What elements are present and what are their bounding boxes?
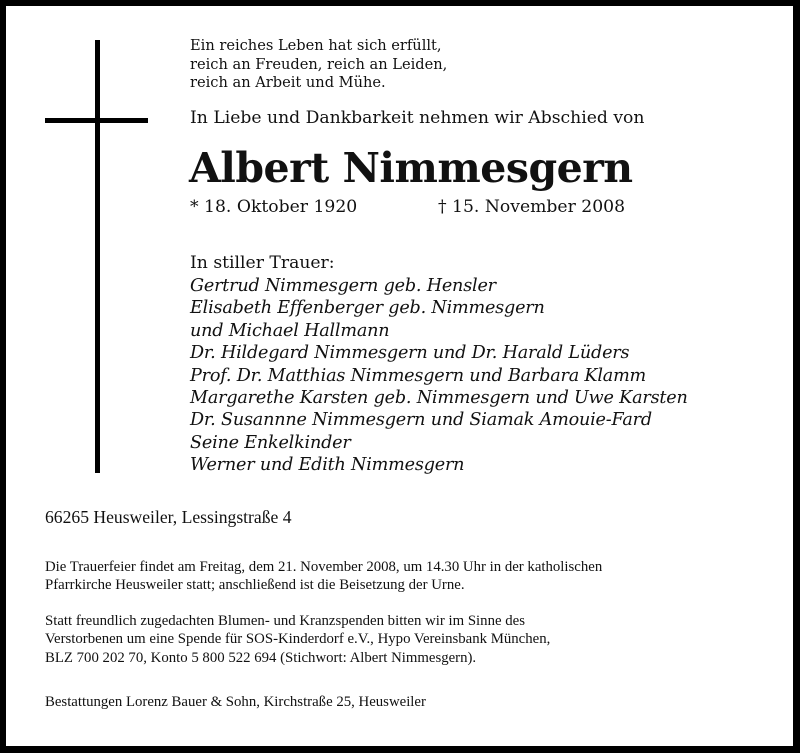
motto-line: reich an Freuden, reich an Leiden, (190, 55, 448, 73)
motto-line: reich an Arbeit und Mühe. (190, 74, 386, 91)
mourners-list (190, 275, 688, 477)
mourner-item: Seine Enkelkinder (190, 432, 351, 453)
family-address: 66265 Heusweiler, Lessingstraße 4 (45, 507, 292, 527)
donation-request (45, 612, 550, 667)
mourner-item: Gertrud Nimmesgern geb. Hensler (190, 276, 496, 296)
funeral-info-line: Die Trauerfeier findet am Freitag, dem 21. November 2008, um 14.30 Uhr in der katholischen (45, 559, 603, 575)
mourner-item: Dr. Susannne Nimmesgern und Siamak Amouie-Fard (190, 410, 652, 431)
mourner-item: Werner und Edith Nimmesgern (190, 455, 465, 476)
birth-date: * 18. Oktober 1920 (190, 197, 358, 217)
donation-line: Verstorbenen um eine Spende für SOS-Kinderdorf e.V., Hypo Vereinsbank München, (45, 631, 551, 648)
funeral-info-line: Pfarrkirche Heusweiler statt; anschließend ist die Beisetzung der Urne. (45, 577, 465, 594)
deceased-name: Albert Nimmesgern (189, 144, 633, 192)
mourner-item: Elisabeth Effenberger geb. Nimmesgern (190, 298, 545, 319)
motto-line: Ein reiches Leben hat sich erfüllt, (190, 37, 442, 54)
mourner-item: Dr. Hildegard Nimmesgern und Dr. Harald Lüders (190, 343, 630, 364)
mourner-item: Prof. Dr. Matthias Nimmesgern und Barbara Klamm (190, 365, 647, 386)
intro-text: In Liebe und Dankbarkeit nehmen wir Abschied von (190, 108, 645, 128)
donation-line: BLZ 700 202 70, Konto 5 800 522 694 (Stichwort: Albert Nimmesgern). (45, 649, 477, 666)
mourning-heading: In stiller Trauer: (190, 253, 335, 273)
cross-horizontal-bar (45, 118, 148, 123)
motto-verse (190, 37, 447, 93)
funeral-info (45, 558, 602, 595)
cross-vertical-bar (95, 40, 100, 473)
donation-line: Statt freundlich zugedachten Blumen- und Kranzspenden bitten wir im Sinne des (45, 613, 525, 629)
death-date: † 15. November 2008 (438, 197, 626, 217)
mourner-item: und Michael Hallmann (190, 320, 390, 341)
mourner-item: Margarethe Karsten geb. Nimmesgern und Uwe Karsten (190, 388, 688, 409)
undertaker-info: Bestattungen Lorenz Bauer & Sohn, Kirchstraße 25, Heusweiler (45, 694, 426, 710)
